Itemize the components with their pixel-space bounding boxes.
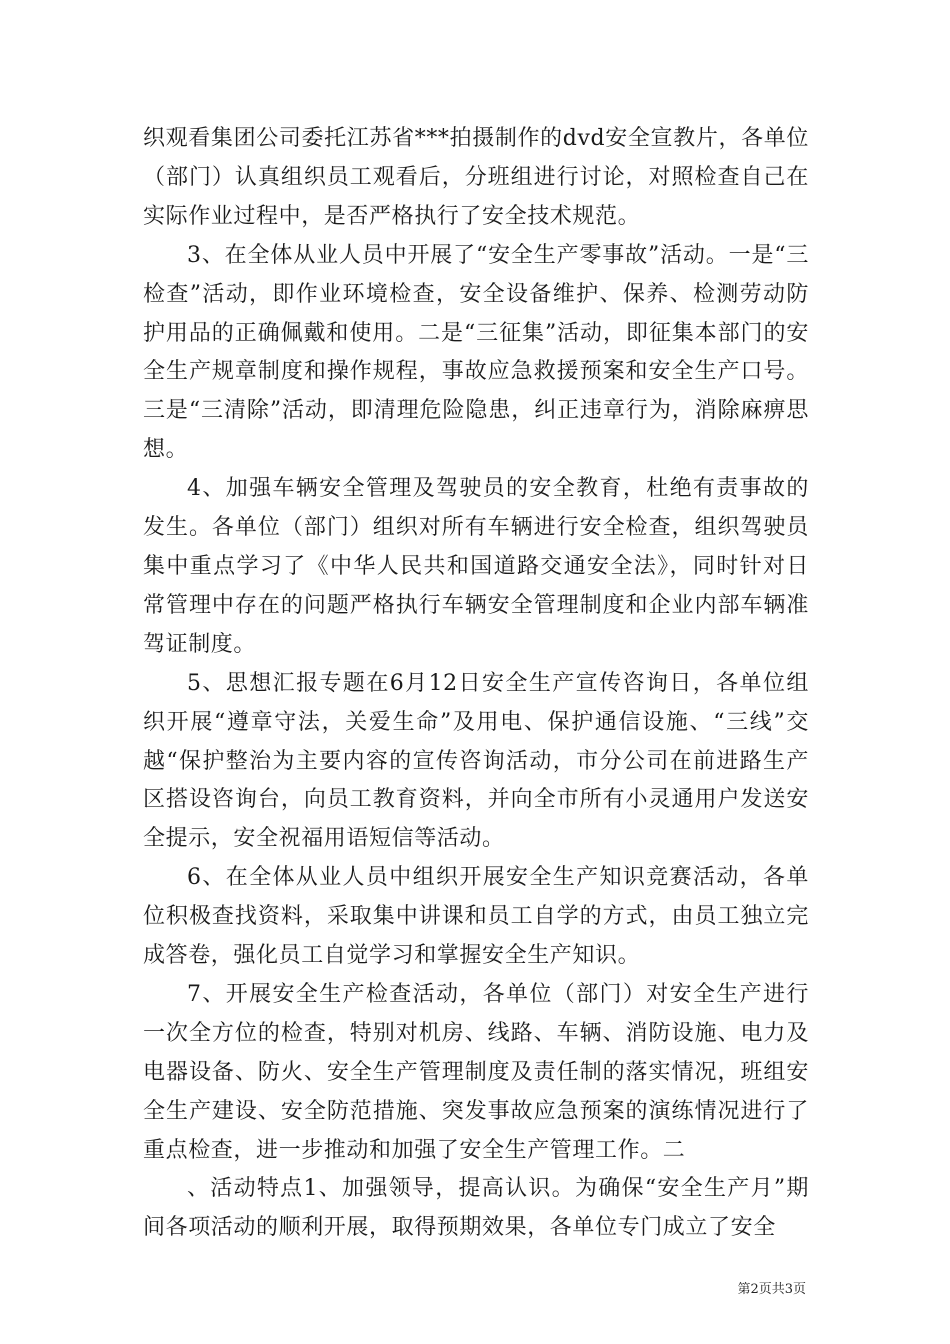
document-body [143, 120, 809, 1248]
paragraph-3: 4、加强车辆安全管理及驾驶员的安全教育，杜绝有责事故的发生。各单位（部门）组织对所有车辆进行安全检查，组织驾驶员集中重点学习了《中华人民共和国道路交通安全法》，同时针对日常管理中存在的问题严格执行车辆安全管理制度和企业内部车辆准驾证制度。 [143, 476, 809, 657]
paragraph-6: 7、开展安全生产检查活动，各单位（部门）对安全生产进行一次全方位的检查，特别对机房、线路、车辆、消防设施、电力及电器设备、防火、安全生产管理制度及责任制的落实情况，班组安全生产建设、安全防范措施、突发事故应急预案的演练情况进行了重点检查，进一步推动和加强了安全生产管理工作。二 [143, 981, 809, 1163]
paragraph-7: 、活动特点1、加强领导，提高认识。为确保“安全生产月”期间各项活动的顺利开展，取得预期效果，各单位专门成立了安全 [143, 1176, 809, 1241]
paragraph-2: 3、在全体从业人员中开展了“安全生产零事故”活动。一是“三检查”活动，即作业环境检查，安全设备维护、保养、检测劳动防护用品的正确佩戴和使用。二是“三征集”活动，即征集本部门的安全生产规章制度和操作规程，事故应急救援预案和安全生产口号。三是“三清除”活动，即清理危险隐患，纠正违章行为，消除麻痹思想。 [143, 242, 809, 463]
paragraph-4: 5、思想汇报专题在6月12日安全生产宣传咨询日，各单位组织开展“遵章守法，关爱生命”及用电、保护通信设施、“三线”交越“保护整治为主要内容的宣传咨询活动，市分公司在前进路生产区搭设咨询台，向员工教育资料，并向全市所有小灵通用户发送安全提示，安全祝福用语短信等活动。 [143, 670, 809, 852]
page-number: 第2页共3页 [737, 1282, 806, 1297]
paragraph-1: 织观看集团公司委托江苏省***拍摄制作的dvd安全宣教片，各单位（部门）认真组织员工观看后，分班组进行讨论，对照检查自己在实际作业过程中，是否严格执行了安全技术规范。 [143, 126, 809, 229]
paragraph-5: 6、在全体从业人员中组织开展安全生产知识竞赛活动，各单位积极查找资料，采取集中讲课和员工自学的方式，由员工独立完成答卷，强化员工自觉学习和掌握安全生产知识。 [143, 865, 809, 969]
